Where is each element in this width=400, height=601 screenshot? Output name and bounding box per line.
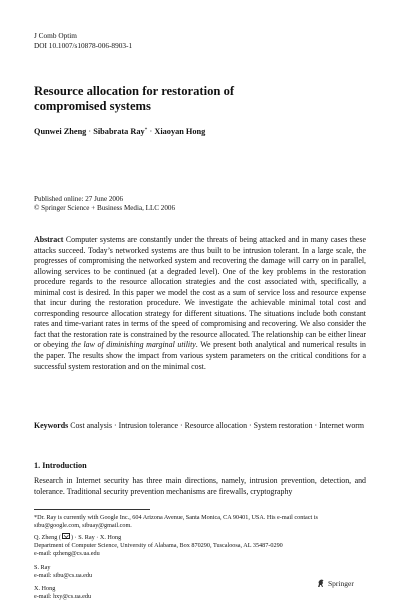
author-separator: · bbox=[149, 127, 153, 136]
springer-wordmark: Springer bbox=[328, 578, 354, 588]
introduction-text: Research in Internet security has three main directions, namely, intrusion prevention, detection, and tolerance. Traditional security prevention mechanisms are firewalls, cryptography bbox=[34, 476, 366, 496]
springer-logo bbox=[316, 578, 354, 588]
keywords bbox=[34, 421, 366, 432]
affiliation-dept: Department of Computer Science, University of Alabama, Box 870290, Tuscaloosa, AL 35487-0290 bbox=[34, 542, 283, 550]
publication-info bbox=[34, 195, 175, 213]
author-separator: · bbox=[88, 127, 92, 136]
author-hong: Xiaoyan Hong bbox=[154, 127, 206, 136]
abstract-italic-term: the law of diminishing marginal utility bbox=[71, 340, 196, 350]
name-hong: X. Hong bbox=[34, 585, 56, 593]
title-line-1: Resource allocation for restoration of bbox=[34, 84, 235, 98]
email-ray: e-mail: sibu@cs.ua.edu bbox=[34, 571, 93, 579]
abstract-text: Computer systems are constantly under the threats of being attacked and in many cases these attacks succeed. Today’s networked systems are thus built to be intrusion tolerant. In a large scale, the progresses of compromising the networked system and recovering the damage will carry on in parallel, allowing services to be continued (at a degraded level). One of the key problems in the restoration procedure regards to the resource allocation strategies and the cost associated with, specifically, a minimal cost is desired. In this paper we model the cost as a sum of service loss and resource expense that incur during the restoration procedure. We investigate the achievable minimal total cost and corresponding resource allocation strategy for different situations. The situations include both constant rates and time-variant rates in terms of the speed of compromising and recovering. We also consider the fact that the restoration rate is constrained by the resource allocated. The relationship can be either linear or obeying bbox=[34, 235, 366, 350]
doi: DOI 10.1007/s10878-006-8903-1 bbox=[34, 41, 133, 50]
journal-name: J Comb Optim bbox=[34, 31, 77, 40]
journal-header bbox=[34, 31, 132, 51]
paper-title bbox=[34, 84, 364, 114]
affiliation-names-start: Q. Zheng ( bbox=[34, 534, 61, 541]
affiliations bbox=[34, 533, 366, 601]
title-line-2: compromised systems bbox=[34, 99, 151, 113]
author-ray: Sibabrata Ray bbox=[93, 127, 145, 136]
springer-horse-icon bbox=[316, 578, 326, 588]
copyright: © Springer Science + Business Media, LLC 2006 bbox=[34, 204, 175, 213]
affiliation-names-end: ) · S. Ray · X. Hong bbox=[70, 534, 122, 541]
footnote bbox=[34, 514, 366, 530]
footnote-text: Dr. Ray is currently with Google Inc., 604 Arizona Avenue, Santa Monica, CA 90401, USA. His e-mail contact is sibu@google.com, sibuay@gmail.com. bbox=[34, 514, 318, 530]
author-list bbox=[34, 127, 205, 136]
author-zheng: Qunwei Zheng bbox=[34, 127, 87, 136]
section-heading: 1. Introduction bbox=[34, 461, 87, 470]
published-date: Published online: 27 June 2006 bbox=[34, 195, 124, 203]
abstract-text-end: . We present both analytical and numerical results in the paper. The results show the impact from various system parameters on the critical conditions for a successful system restoration and on the minimal cost. bbox=[34, 340, 367, 371]
email-zheng: e-mail: qzheng@cs.ua.edu bbox=[34, 550, 100, 558]
keywords-text: Cost analysis · Intrusion tolerance · Resource allocation · System restoration · Internet worm bbox=[70, 421, 365, 430]
footnote-mark: * bbox=[34, 514, 38, 521]
name-ray: S. Ray bbox=[34, 563, 51, 571]
abstract-label: Abstract bbox=[34, 235, 64, 244]
footnote-marker: * bbox=[144, 127, 148, 133]
email-hong: e-mail: hxy@cs.ua.edu bbox=[34, 593, 92, 601]
affiliation-names bbox=[34, 533, 366, 542]
keywords-label: Keywords bbox=[34, 421, 69, 430]
envelope-icon bbox=[62, 533, 70, 539]
footnote-rule bbox=[34, 509, 150, 510]
abstract bbox=[34, 235, 366, 372]
